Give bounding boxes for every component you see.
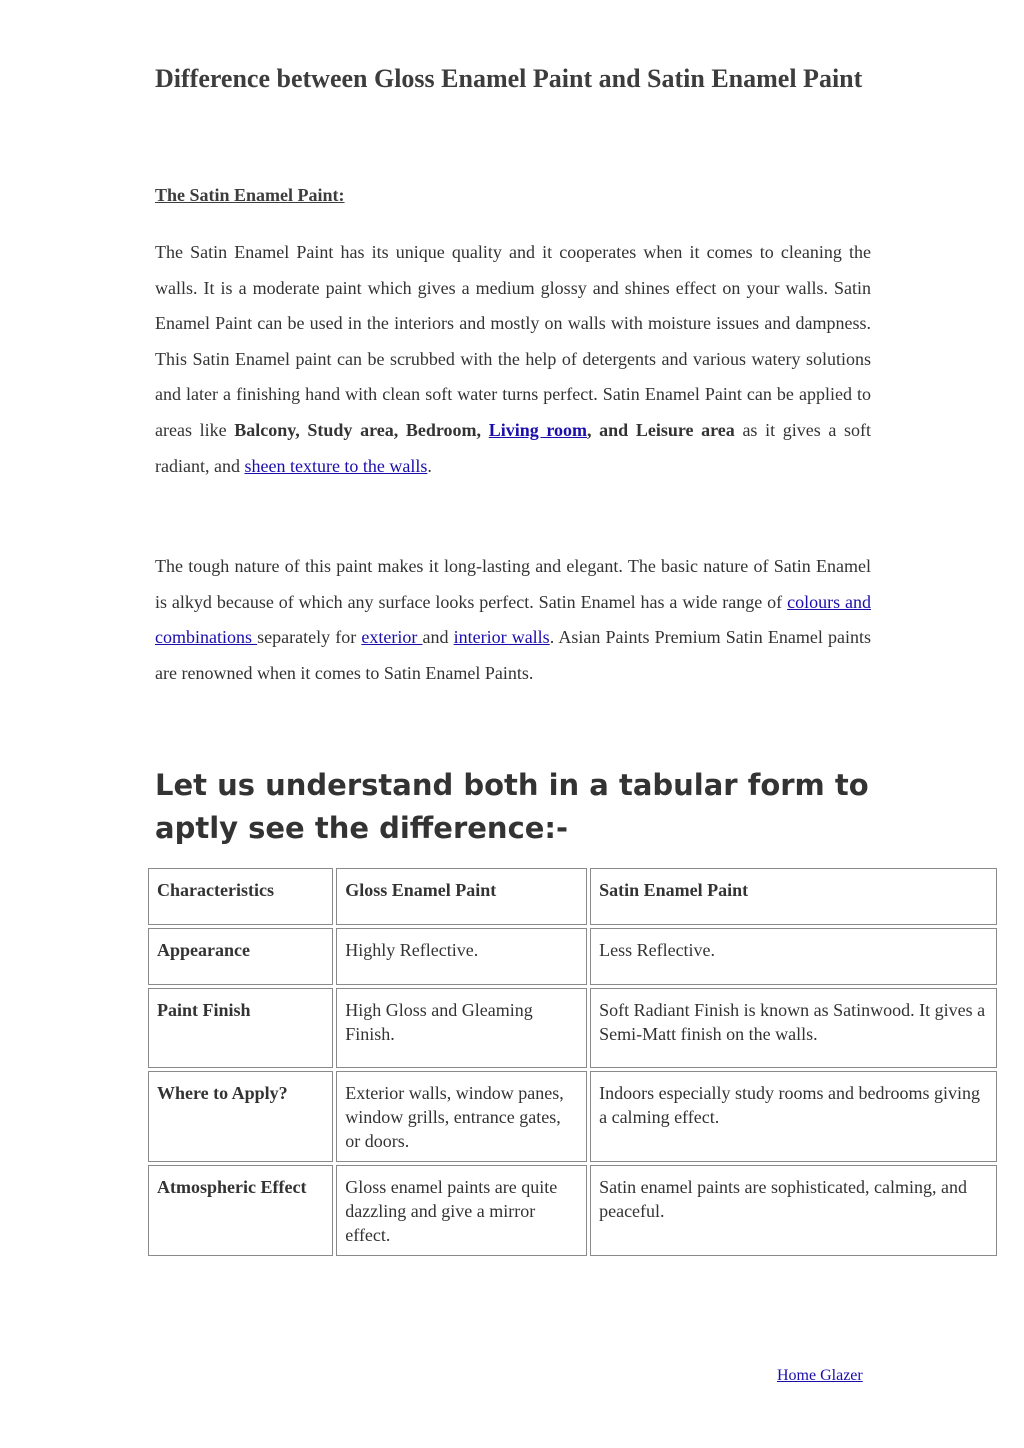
page-title: Difference between Gloss Enamel Paint and Satin Enamel Paint	[155, 64, 863, 93]
comparison-table	[145, 865, 1000, 1259]
table-heading: Let us understand both in a tabular form to aptly see the difference:-	[155, 768, 869, 845]
header-cell-satin: Satin Enamel Paint	[590, 868, 997, 925]
header-cell-gloss: Gloss Enamel Paint	[336, 868, 587, 925]
section-heading: The Satin Enamel Paint:	[155, 185, 345, 205]
para1-bold-leisure: , and Leisure area	[587, 419, 735, 440]
row-label-cell: Where to Apply?	[148, 1071, 333, 1162]
gloss-cell: Exterior walls, window panes, window grills, entrance gates, or doors.	[336, 1071, 587, 1162]
satin-nature-paragraph	[155, 549, 871, 691]
interior-walls-link[interactable]: interior walls	[453, 627, 550, 648]
table-row	[148, 1071, 997, 1162]
para1-bold-areas: Balcony, Study area, Bedroom,	[234, 419, 489, 440]
para1-text-3: .	[427, 455, 432, 476]
para2-text-4: . Asian Paints Premium Satin Enamel paints are renowned when it comes to Satin Enamel Paints.	[155, 627, 871, 683]
home-glazer-link[interactable]: Home Glazer	[777, 1367, 863, 1384]
row-label-cell: Paint Finish	[148, 988, 333, 1068]
para1-text-2: as it gives a soft radiant, and	[155, 419, 871, 476]
table-row	[148, 928, 997, 985]
para2-text-3: and	[422, 627, 454, 648]
para2-text-1: The tough nature of this paint makes it long-lasting and elegant. The basic nature of Satin Enamel is alkyd because of which any surface looks perfect. Satin Enamel has a wide range of	[155, 556, 871, 612]
row-label-cell: Atmospheric Effect	[148, 1165, 333, 1256]
row-label-cell: Appearance	[148, 928, 333, 985]
satin-description-paragraph	[155, 235, 871, 484]
living-room-link[interactable]: Living room	[488, 419, 588, 440]
gloss-cell: High Gloss and Gleaming Finish.	[336, 988, 587, 1068]
header-cell-characteristics: Characteristics	[148, 868, 333, 925]
satin-cell: Satin enamel paints are sophisticated, calming, and peaceful.	[590, 1165, 997, 1256]
gloss-cell: Gloss enamel paints are quite dazzling and give a mirror effect.	[336, 1165, 587, 1256]
gloss-cell: Highly Reflective.	[336, 928, 587, 985]
table-row	[148, 1165, 997, 1256]
table-row	[148, 988, 997, 1068]
para2-text-2: separately for	[257, 627, 362, 648]
satin-cell: Soft Radiant Finish is known as Satinwood. It gives a Semi-Matt finish on the walls.	[590, 988, 997, 1068]
para1-text-1: The Satin Enamel Paint has its unique quality and it cooperates when it comes to cleaning the walls. It is a moderate paint which gives a medium glossy and shines effect on your walls. Satin Enamel Paint can be used in the interiors and mostly on walls with moisture issues and dampness. This Satin Enamel paint can be scrubbed with the help of detergents and various watery solutions and later a finishing hand with clean soft water turns perfect. Satin Enamel Paint can be applied to areas like	[155, 242, 871, 440]
exterior-link[interactable]: exterior	[361, 627, 423, 648]
colours-combinations-link[interactable]: colours and combinations	[155, 591, 871, 648]
satin-cell: Indoors especially study rooms and bedrooms giving a calming effect.	[590, 1071, 997, 1162]
table-header-row	[148, 868, 997, 925]
satin-cell: Less Reflective.	[590, 928, 997, 985]
sheen-texture-link[interactable]: sheen texture to the walls	[244, 455, 428, 476]
